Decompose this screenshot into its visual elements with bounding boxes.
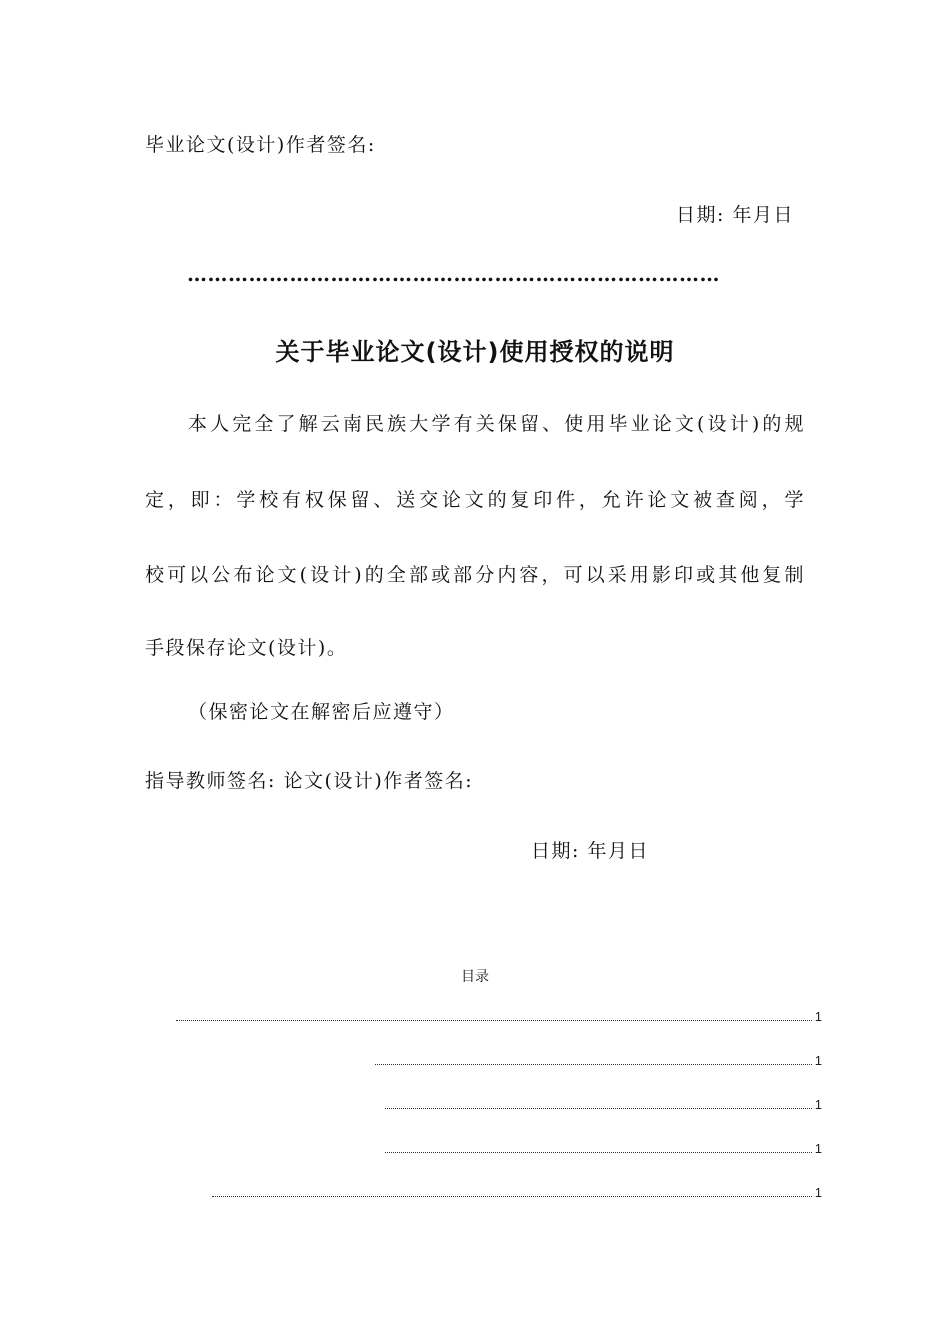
paragraph-line: 本人完全了解云南民族大学有关保留、使用毕业论文(设计)的规: [188, 413, 805, 435]
toc-page-number: 1: [814, 1009, 822, 1024]
author-signature-label: 毕业论文(设计)作者签名:: [145, 134, 376, 156]
toc-leader: [176, 1020, 812, 1021]
dotted-separator: ……………………………………………………………………: [187, 262, 720, 286]
toc-leader: [385, 1152, 812, 1153]
toc-page-number: 1: [814, 1053, 822, 1068]
paragraph-line: 校可以公布论文(设计)的全部或部分内容，可以采用影印或其他复制: [145, 564, 805, 586]
signature-line: 指导教师签名: 论文(设计)作者签名:: [145, 770, 474, 792]
toc-page-number: 1: [814, 1185, 822, 1200]
toc-entry[interactable]: [176, 1010, 822, 1024]
toc-entry[interactable]: [385, 1142, 822, 1156]
toc-page-number: 1: [814, 1141, 822, 1156]
toc-entry[interactable]: [385, 1098, 822, 1112]
authorization-date-label: 日期: 年月日: [531, 840, 649, 862]
paragraph-line: 定，即：学校有权保留、送交论文的复印件，允许论文被查阅，学: [145, 489, 805, 511]
declaration-date-label: 日期: 年月日: [676, 204, 794, 226]
toc-entry[interactable]: [212, 1186, 822, 1200]
toc-entry[interactable]: [375, 1054, 822, 1068]
toc-leader: [212, 1196, 812, 1197]
toc-leader: [385, 1108, 812, 1109]
authorization-title: 关于毕业论文(设计)使用授权的说明: [275, 338, 675, 366]
paragraph-line: 手段保存论文(设计)。: [145, 637, 348, 659]
secret-note: （保密论文在解密后应遵守）: [188, 701, 455, 723]
toc-page-number: 1: [814, 1097, 822, 1112]
toc-title: 目录: [461, 968, 489, 984]
toc-leader: [375, 1064, 812, 1065]
